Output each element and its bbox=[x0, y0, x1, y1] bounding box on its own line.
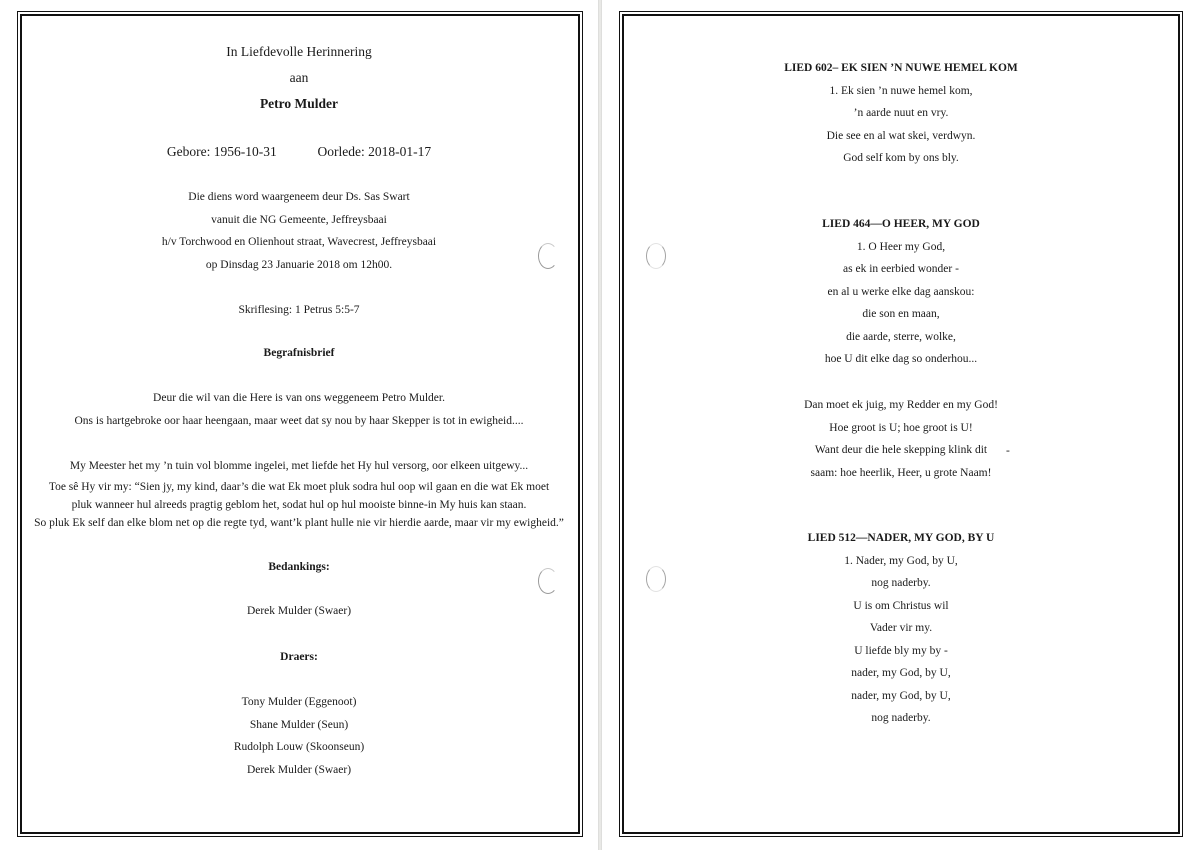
punch-hole-mark bbox=[646, 243, 666, 269]
bearer-name: Tony Mulder (Eggenoot) bbox=[241, 696, 357, 708]
hymn-464 bbox=[602, 213, 1200, 371]
hymn-line: die aarde, sterre, wolke, bbox=[846, 330, 956, 343]
letter-line: Deur die wil van die Here is van ons weggeneem Petro Mulder. bbox=[153, 392, 445, 404]
thanks-section bbox=[0, 556, 598, 579]
letter-title: Begrafnisbrief bbox=[263, 347, 335, 359]
dedication-line: In Liefdevolle Herinnering bbox=[226, 44, 372, 59]
service-line: op Dinsdag 23 Januarie 2018 om 12h00. bbox=[205, 258, 393, 271]
hymn-line: Die see en al wat skei, verdwyn. bbox=[826, 129, 976, 142]
hymn-line: hoe U dit elke dag so onderhou... bbox=[824, 353, 978, 365]
letter-line: So pluk Ek self dan elke blom net op die regte tyd, want’k plant hulle nie vir hierdie aarde, maar vir my ewigheid.” bbox=[34, 516, 564, 529]
punch-hole-mark bbox=[538, 568, 558, 594]
hymn-line: die son en maan, bbox=[862, 308, 940, 320]
bearers-list bbox=[0, 691, 598, 781]
hymn-line: nader, my God, by U, bbox=[851, 689, 951, 702]
bearers-heading: Draers: bbox=[280, 651, 318, 663]
deceased-name: Petro Mulder bbox=[259, 96, 339, 111]
hymn-line: Dan moet ek juig, my Redder en my God! bbox=[804, 399, 998, 411]
life-dates bbox=[0, 140, 598, 164]
letter-paragraph-2 bbox=[0, 455, 598, 532]
hymn-line: God self kom by ons bly. bbox=[843, 152, 959, 164]
service-details bbox=[0, 186, 598, 276]
letter-line: Toe sê Hy vir my: “Sien jy, my kind, daar’s die wat Ek moet pluk sodra hul oop wil gaan en die wat Ek moet bbox=[48, 480, 550, 493]
bearers-section bbox=[0, 646, 598, 669]
hymn-line: nader, my God, by U, bbox=[851, 667, 951, 679]
bearer-name: Shane Mulder (Seun) bbox=[249, 718, 349, 731]
letter-line: pluk wanneer hul alreeds pragtig geblom het, sodat hul op hul mooiste binne-in My huis kan staan. bbox=[71, 498, 527, 511]
hymn-line: en al u werke elke dag aanskou: bbox=[827, 285, 975, 298]
letter-paragraph-1 bbox=[0, 387, 598, 432]
hymn-title: LIED 602– EK SIEN ’N NUWE HEMEL KOM bbox=[784, 62, 1018, 74]
thanks-name: Derek Mulder (Swaer) bbox=[246, 605, 352, 617]
hymn-line: nog naderby. bbox=[871, 712, 931, 724]
hymn-line: ’n aarde nuut en vry. bbox=[853, 107, 949, 119]
dedication-line: aan bbox=[289, 70, 309, 85]
hymn-512 bbox=[602, 527, 1200, 730]
death-date: Oorlede: 2018-01-17 bbox=[317, 144, 432, 159]
left-page bbox=[0, 0, 598, 850]
hymn-line: as ek in eerbied wonder - bbox=[843, 263, 959, 275]
stray-dash-mark: - bbox=[1006, 445, 1010, 457]
punch-hole-mark bbox=[646, 566, 666, 592]
thanks-list bbox=[0, 600, 598, 623]
service-line: vanuit die NG Gemeente, Jeffreysbaai bbox=[211, 213, 387, 226]
hymn-line: U liefde bly my by - bbox=[854, 644, 948, 657]
letter-heading bbox=[0, 342, 598, 365]
hymn-line: 1. Nader, my God, by U, bbox=[844, 554, 958, 567]
hymn-line: nog naderby. bbox=[871, 577, 931, 589]
hymn-line: 1. O Heer my God, bbox=[856, 240, 946, 253]
thanks-heading: Bedankings: bbox=[268, 561, 330, 573]
scripture-line: Skriflesing: 1 Petrus 5:5-7 bbox=[238, 304, 360, 316]
bearer-name: Rudolph Louw (Skoonseun) bbox=[233, 741, 365, 753]
bearer-name: Derek Mulder (Swaer) bbox=[246, 763, 352, 776]
hymn-line: U is om Christus wil bbox=[853, 599, 949, 612]
hymn-line: Hoe groot is U; hoe groot is U! bbox=[829, 421, 973, 434]
hymn-title: LIED 512—NADER, MY GOD, BY U bbox=[807, 532, 995, 544]
letter-line: Ons is hartgebroke oor haar heengaan, maar weet dat sy nou by haar Skepper is tot in ewigheid.... bbox=[74, 414, 524, 427]
right-page bbox=[602, 0, 1200, 850]
birth-date: Gebore: 1956-10-31 bbox=[166, 144, 277, 159]
hymn-line: Want deur die hele skepping klink dit bbox=[814, 444, 988, 456]
dedication-block bbox=[0, 39, 598, 117]
hymn-602 bbox=[602, 57, 1200, 170]
hymn-line: Vader vir my. bbox=[869, 622, 933, 634]
scripture-reading bbox=[0, 299, 598, 322]
service-line: h/v Torchwood en Olienhout straat, Wavecrest, Jeffreysbaai bbox=[161, 236, 437, 248]
service-line: Die diens word waargeneem deur Ds. Sas Swart bbox=[188, 191, 410, 203]
hymn-line: saam: hoe heerlik, Heer, u grote Naam! bbox=[810, 466, 992, 479]
hymn-464-chorus bbox=[602, 394, 1200, 484]
hymn-line: 1. Ek sien ’n nuwe hemel kom, bbox=[829, 84, 973, 97]
punch-hole-mark bbox=[538, 243, 558, 269]
hymn-title: LIED 464—O HEER, MY GOD bbox=[822, 218, 980, 230]
letter-line: My Meester het my ’n tuin vol blomme ingelei, met liefde het Hy hul versorg, oor elkeen uitgewy... bbox=[69, 460, 529, 472]
